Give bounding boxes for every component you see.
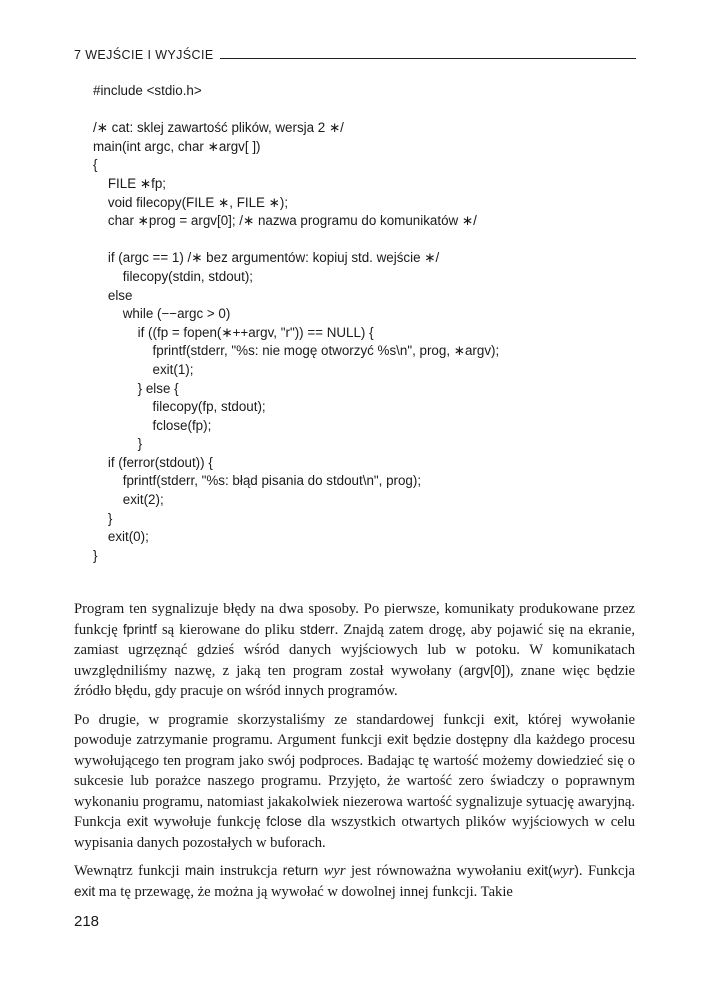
italic-term: wyr (552, 863, 575, 879)
code-line (93, 231, 499, 250)
code-line: /∗ cat: sklej zawartość plików, wersja 2 ∗/ (93, 120, 344, 136)
code-line: exit(2); (93, 492, 164, 508)
code-line: } (93, 436, 143, 452)
paragraph-2 (74, 710, 635, 854)
code-line: filecopy(fp, stdout); (93, 399, 266, 415)
code-line: char ∗prog = argv[0]; /∗ nazwa programu do komunikatów ∗/ (93, 213, 477, 229)
code-term: main (184, 863, 215, 878)
code-line (93, 101, 499, 120)
code-line: exit(1); (93, 361, 194, 377)
code-line: fclose(fp); (93, 417, 212, 433)
code-line: } else { (93, 380, 179, 396)
text-run: , której wywołanie powoduje zatrzymanie programu. Argument funkcji (74, 711, 635, 748)
code-line: else (93, 287, 133, 303)
code-term: exit( (526, 863, 553, 878)
text-run: Po drugie, w programie skorzystaliśmy ze standardowej funkcji (74, 711, 494, 728)
code-line: { (93, 157, 98, 173)
code-listing (93, 82, 499, 565)
code-term: exit (493, 711, 515, 727)
text-run: ma tę przewagę, że można ją wywołać w dowolnej innej funkcji. Takie (95, 883, 513, 900)
code-line: exit(0); (93, 529, 149, 545)
header-rule (220, 58, 636, 59)
code-term: argv[0] (463, 662, 506, 678)
code-line: } (93, 510, 113, 526)
paragraph-3 (74, 861, 635, 902)
text-run: Wewnątrz funkcji (74, 863, 185, 879)
page-number: 218 (74, 913, 100, 930)
paragraph-1 (74, 599, 635, 702)
text-run: . Funkcja (578, 863, 635, 879)
code-line: filecopy(stdin, stdout); (93, 268, 254, 284)
text-run: są kierowane do pliku (156, 621, 300, 638)
text-run: dla wszystkich otwartych plików wyjściowych w celu wypisania danych pozostałych w buforach. (74, 814, 636, 851)
code-line: fprintf(stderr, "%s: błąd pisania do stdout\n", prog); (93, 473, 422, 489)
code-line: } (93, 547, 98, 563)
code-line: FILE ∗fp; (93, 175, 166, 191)
code-term: return (282, 863, 319, 878)
code-line: if (argc == 1) /∗ bez argumentów: kopiuj std. wejście ∗/ (93, 250, 440, 266)
code-term: fprintf (122, 621, 157, 637)
code-line: main(int argc, char ∗argv[ ]) (93, 138, 261, 154)
code-line: void filecopy(FILE ∗, FILE ∗); (93, 194, 289, 210)
code-line: if ((fp = fopen(∗++argv, "r")) == NULL) { (93, 324, 374, 340)
italic-term: wyr (323, 863, 346, 879)
code-term: exit (74, 883, 96, 899)
code-term: exit (126, 814, 148, 829)
text-run: Program ten sygnalizuje błędy na dwa sposoby. Po pierwsze, komunikaty produkowane przez funkcję (74, 601, 635, 638)
text-run: wywołuje funkcję (147, 814, 267, 830)
code-line: fprintf(stderr, "%s: nie mogę otworzyć %s\n", prog, ∗argv); (93, 343, 500, 359)
body-text (74, 599, 635, 902)
text-run: ), znane więc będzie źródło błędu, gdy pracuje on wśród innych programów. (74, 662, 635, 699)
code-term: exit (386, 732, 409, 747)
text-run: jest równoważna wywołaniu (345, 863, 527, 879)
text-run: instrukcja (214, 863, 283, 879)
chapter-title: 7 WEJŚCIE I WYJŚCIE (74, 48, 214, 62)
code-term: stderr (299, 621, 335, 637)
code-line: #include <stdio.h> (93, 83, 202, 98)
text-run: . Znajdą zatem drogę, aby pojawić się na ekranie, zamiast ugrzęznąć gdzieś wśród danych wyjściowych lub w potoku. W komunikatach uwzględniliśmy nazwę, z jaką ten program został wywołany ( (74, 621, 635, 679)
code-line: while (−−argc > 0) (93, 306, 231, 322)
code-term: ) (574, 863, 579, 878)
running-header (74, 42, 636, 62)
code-term: fclose (266, 814, 302, 829)
code-line: if (ferror(stdout)) { (93, 454, 213, 470)
text-run: będzie dostępny dla każdego procesu wywołującego ten program jako swój podproces. Badając tę wartość możemy dowiedzieć się o sukcesie lub porażce naszego programu. Przyjęto, że wartość zero świadczy o poprawnym wykonaniu programu, natomiast jakakolwiek niezerowa wartość sygnalizuje sytuację awaryjną. Funkcja (74, 732, 635, 830)
